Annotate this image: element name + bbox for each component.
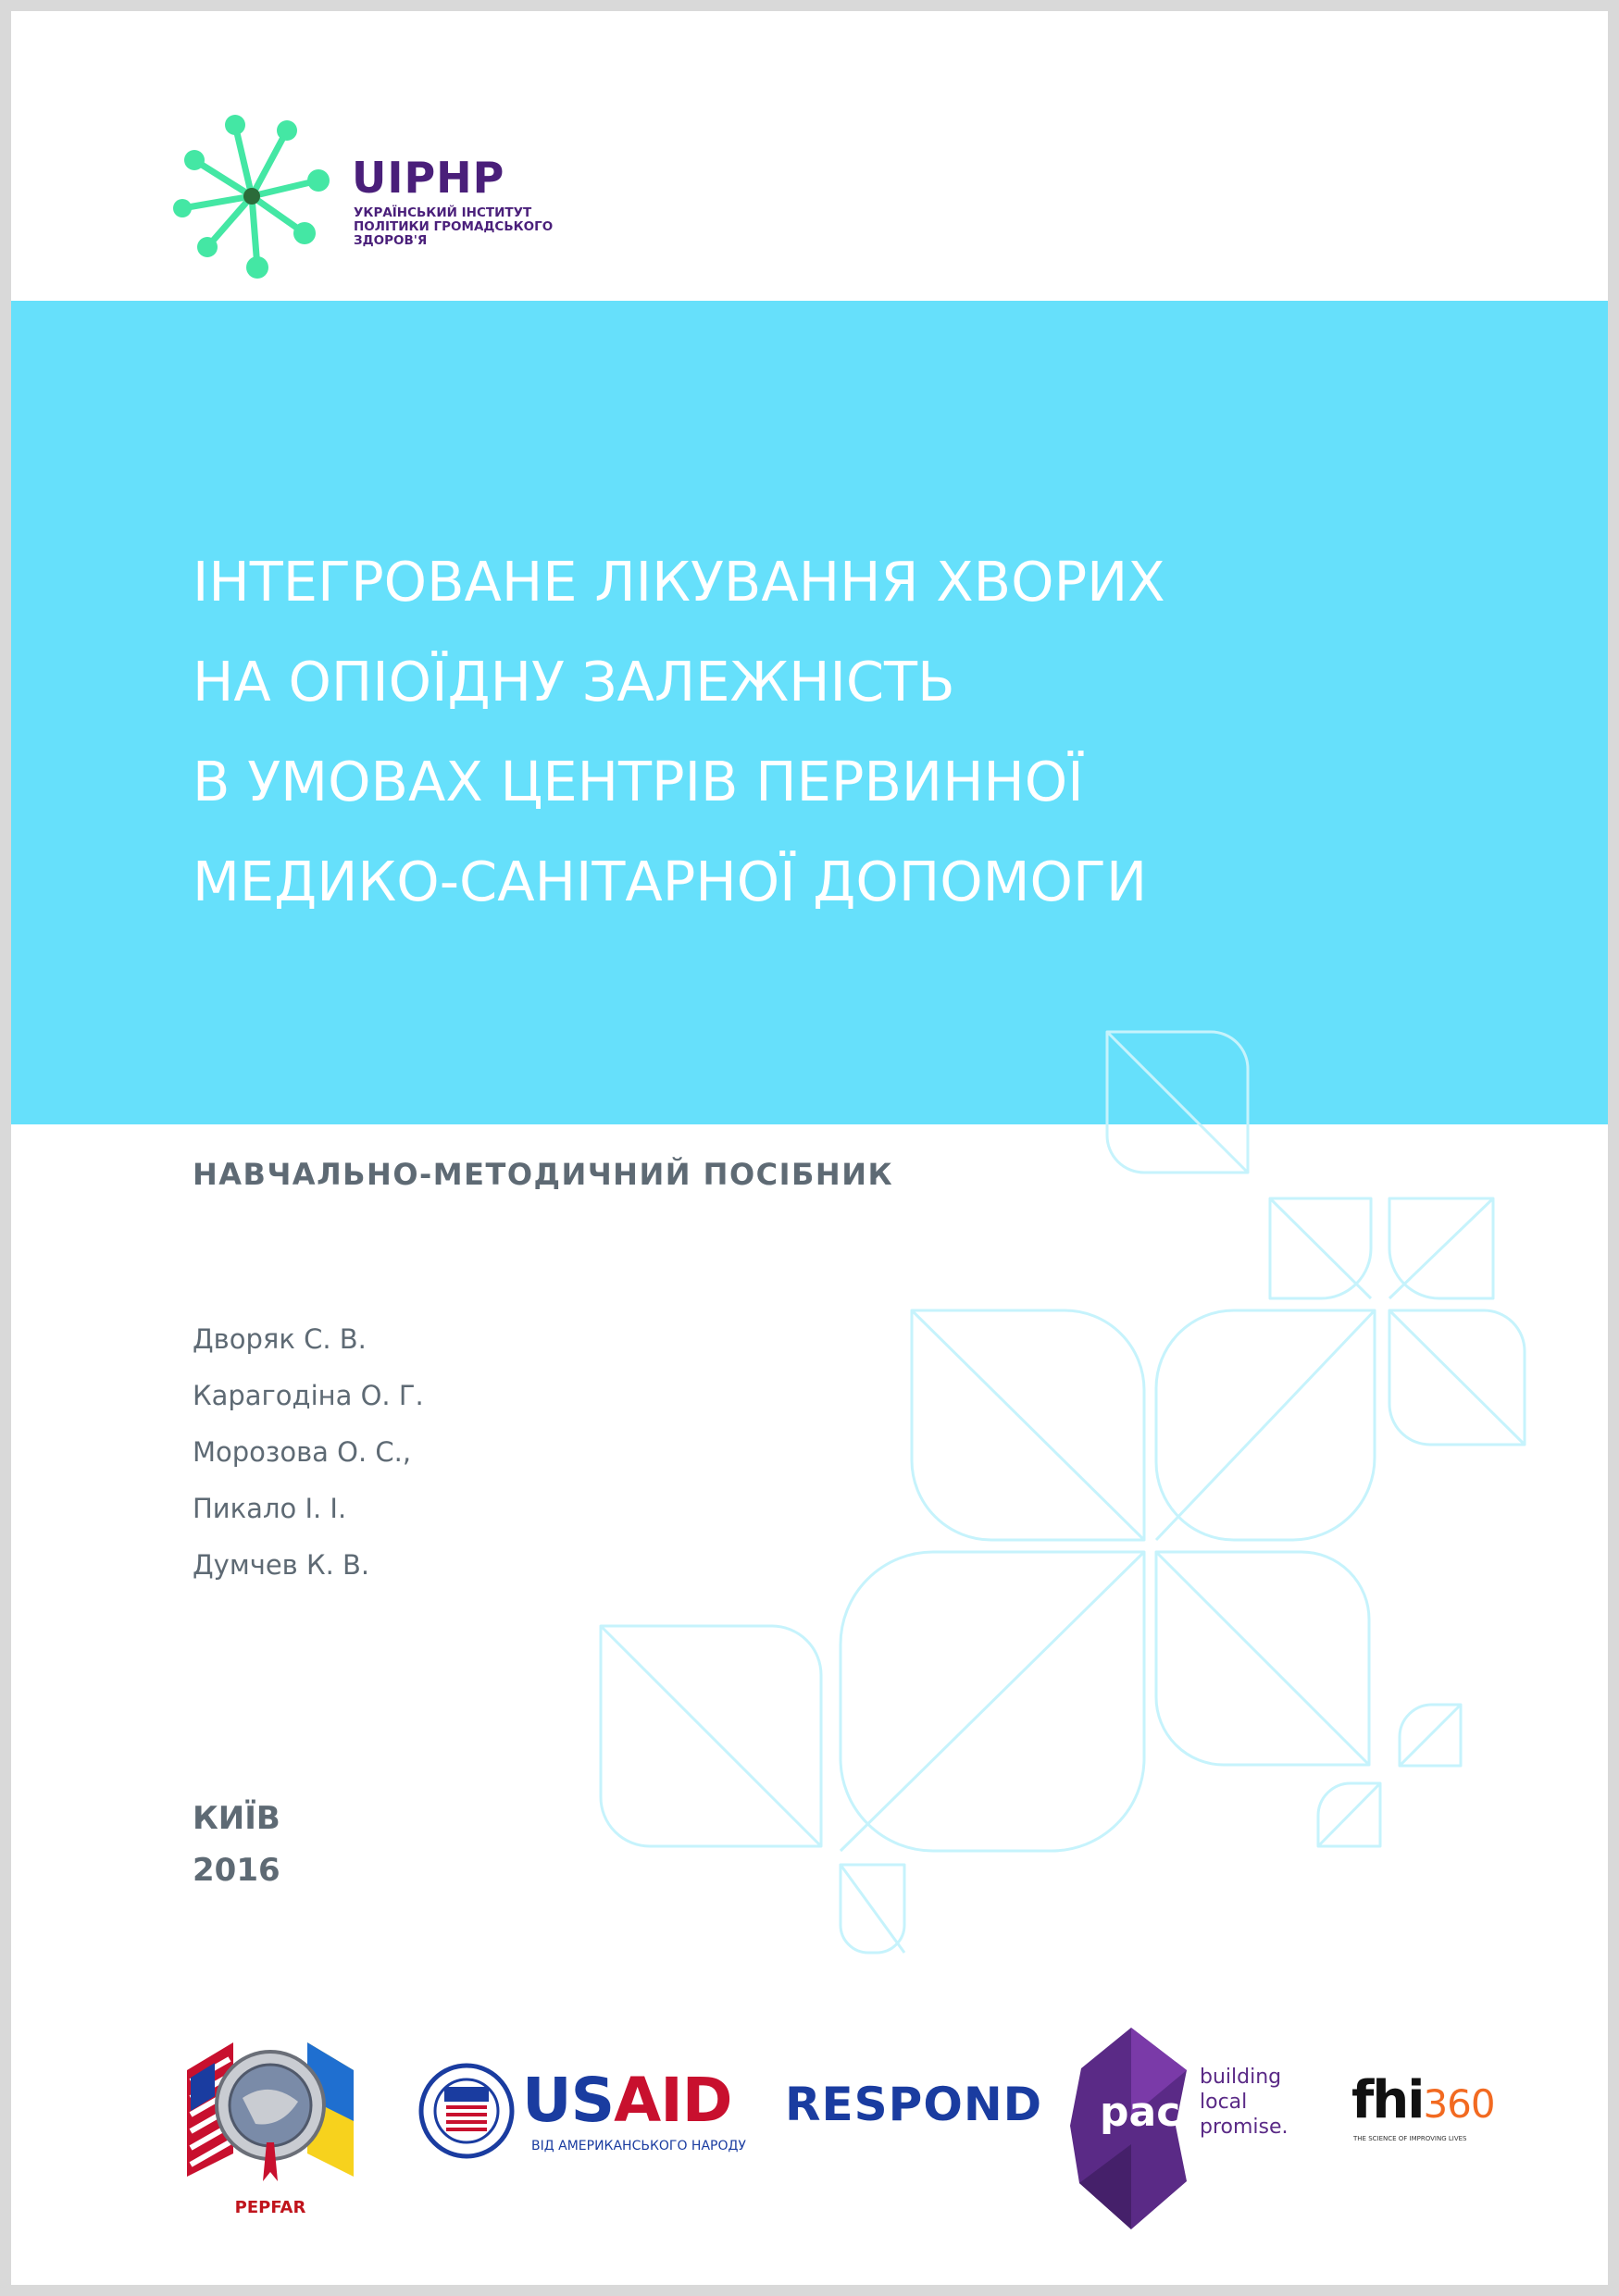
fhi360-logo [1351,2070,1537,2144]
leaf-pattern-decoration [11,11,1608,2285]
usaid-tagline: ВІД АМЕРИКАНСЬКОГО НАРОДУ [531,2139,746,2153]
cover-page [11,11,1608,2285]
usaid-seal-icon [418,2063,515,2159]
usaid-logo [418,2061,746,2163]
authors-list [193,1311,424,1594]
imprint [193,1793,280,1896]
pepfar-logo [178,2024,363,2237]
author: Карагодіна О. Г. [193,1380,424,1411]
respond-logo: RESPOND [785,2078,1043,2131]
author: Морозова О. С., [193,1436,412,1468]
author: Думчев К. В. [193,1549,370,1581]
title-line: ІНТЕГРОВАНЕ ЛІКУВАННЯ ХВОРИХ [193,550,1165,614]
publisher-full-name: УКРАЇНСЬКИЙ ІНСТИТУТ ПОЛІТИКИ ГРОМАДСЬКОГО ЗДОРОВ'Я [354,205,554,248]
pact-logo [1066,2024,1326,2237]
pact-tagline: building local promise. [1200,2066,1289,2139]
author: Пикало І. І. [193,1493,347,1524]
usaid-wordmark: USAID [522,2065,732,2136]
fhi360-wordmark: fhi360 [1351,2070,1495,2130]
publication-year: 2016 [193,1852,280,1889]
publication-city: КИЇВ [193,1800,280,1837]
title-line: В УМОВАХ ЦЕНТРІВ ПЕРВИННОЇ [193,750,1084,813]
pepfar-seal-icon [178,2024,363,2200]
title-line: МЕДИКО-САНІТАРНОЇ ДОПОМОГИ [193,850,1148,913]
fhi360-tagline: THE SCIENCE OF IMPROVING LIVES [1353,2135,1467,2142]
author: Дворяк С. В. [193,1323,367,1355]
document-type: НАВЧАЛЬНО-МЕТОДИЧНИЙ ПОСІБНИК [193,1157,894,1192]
publisher-name: UIPHP [352,153,505,203]
pepfar-label: PEPFAR [234,2198,306,2217]
sponsor-logos [11,2024,1608,2237]
pact-wordmark: pact [1100,2089,1201,2136]
title-line: НА ОПІОЇДНУ ЗАЛЕЖНІСТЬ [193,650,955,714]
